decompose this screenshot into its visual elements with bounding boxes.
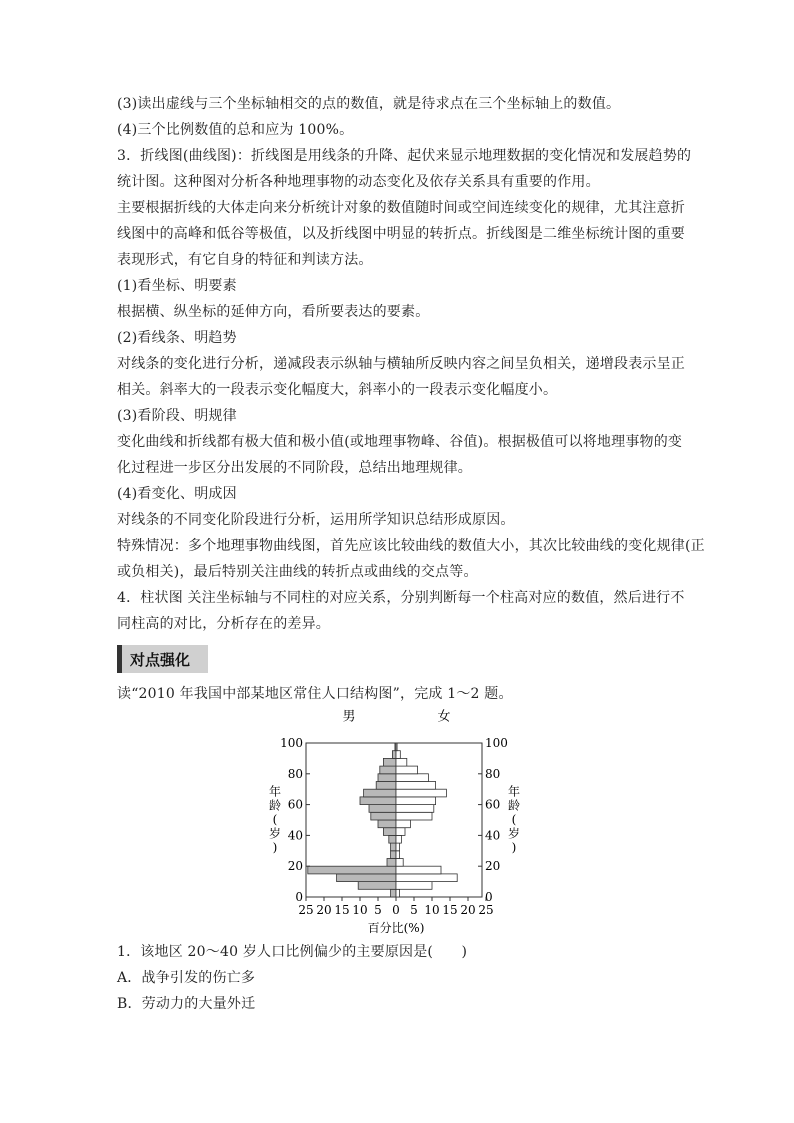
x-tick-label: 5 bbox=[410, 903, 418, 917]
male-bar bbox=[391, 889, 396, 897]
male-bar bbox=[376, 782, 396, 790]
y-tick-label: 100 bbox=[485, 736, 508, 750]
section-header bbox=[117, 645, 685, 679]
x-tick-label: 0 bbox=[392, 903, 400, 917]
paragraph-line: 主要根据折线的大体走向来分析统计对象的数值随时间或空间连续变化的规律，尤其注意折 bbox=[117, 200, 685, 216]
female-bar bbox=[396, 882, 432, 890]
y-axis-label-char: ( bbox=[272, 812, 278, 827]
paragraph-line: 化过程进一步区分出发展的不同阶段，总结出地理规律。 bbox=[117, 460, 472, 476]
male-bars bbox=[308, 743, 396, 897]
x-tick-label: 15 bbox=[442, 903, 458, 917]
paragraph-line: 3．折线图(曲线图)：折线图是用线条的升降、起伏来显示地理数据的变化情况和发展趋势的 bbox=[117, 148, 692, 164]
document-body bbox=[117, 91, 705, 1017]
male-bar bbox=[391, 851, 396, 859]
population-pyramid-chart bbox=[117, 707, 685, 939]
x-tick-label: 5 bbox=[374, 903, 382, 917]
male-bar bbox=[378, 820, 396, 828]
male-bar bbox=[369, 805, 396, 813]
y-tick-label: 60 bbox=[485, 797, 501, 812]
female-bar bbox=[396, 820, 410, 828]
male-bar bbox=[383, 758, 396, 766]
x-tick-label: 10 bbox=[352, 903, 368, 917]
female-bar bbox=[396, 835, 401, 843]
male-bar bbox=[360, 797, 396, 805]
y-axis-label-right bbox=[508, 784, 520, 855]
male-bar bbox=[371, 812, 396, 820]
y-axis-label-char: ) bbox=[272, 840, 278, 855]
male-bar bbox=[391, 843, 396, 851]
x-tick-label: 25 bbox=[298, 903, 314, 917]
badge-accent-bar bbox=[117, 645, 122, 673]
paragraph-line: 根据横、纵坐标的延伸方向，看所要表达的要素。 bbox=[117, 304, 430, 320]
y-tick-label: 80 bbox=[287, 766, 303, 781]
paragraph-line: 4．柱状图 关注坐标轴与不同柱的对应关系，分别判断每一个柱高对应的数值，然后进行不 bbox=[117, 590, 685, 606]
female-bar bbox=[396, 743, 397, 751]
female-label: 女 bbox=[437, 709, 451, 725]
paragraph-line: 线图中的高峰和低谷等极值，以及折线图中明显的转折点。折线图是二维坐标统计图的重要 bbox=[117, 226, 685, 242]
female-bar bbox=[396, 758, 407, 766]
female-bar bbox=[396, 766, 418, 774]
paragraph-line: 同柱高的对比，分析存在的差异。 bbox=[117, 616, 330, 632]
y-tick-label: 20 bbox=[485, 859, 501, 874]
paragraph-line: (3)看阶段、明规律 bbox=[117, 408, 237, 424]
paragraph-line: (4)三个比例数值的总和应为 100%。 bbox=[117, 122, 354, 138]
y-tick-label: 0 bbox=[485, 890, 493, 904]
paragraph-line: 表现形式，有它自身的特征和判读方法。 bbox=[117, 252, 373, 268]
male-bar bbox=[387, 859, 396, 867]
paragraph-line: (2)看线条、明趋势 bbox=[117, 330, 237, 346]
x-tick-label: 10 bbox=[424, 903, 440, 917]
x-tick-label: 20 bbox=[460, 903, 476, 917]
x-tick-label: 20 bbox=[316, 903, 332, 917]
paragraph-line: 相关。斜率大的一段表示变化幅度大，斜率小的一段表示变化幅度小。 bbox=[117, 382, 558, 398]
female-bar bbox=[396, 782, 436, 790]
female-bar bbox=[396, 851, 400, 859]
female-bar bbox=[396, 797, 436, 805]
female-bar bbox=[396, 751, 400, 759]
paragraph-line: 统计图。这种图对分析各种地理事物的动态变化及依存关系具有重要的作用。 bbox=[117, 174, 600, 190]
y-tick-label: 0 bbox=[295, 890, 303, 904]
x-tick-label: 25 bbox=[478, 903, 494, 917]
male-bar bbox=[364, 789, 396, 797]
paragraph-block bbox=[117, 91, 705, 637]
male-bar bbox=[392, 751, 396, 759]
answer-option: B．劳动力的大量外迁 bbox=[117, 996, 256, 1012]
y-tick-label: 80 bbox=[485, 766, 501, 781]
x-tick-label: 15 bbox=[334, 903, 350, 917]
question-intro: 读“2010 年我国中部某地区常住人口结构图”，完成 1～2 题。 bbox=[117, 686, 513, 702]
male-bar bbox=[337, 874, 396, 882]
answer-option: A．战争引发的伤亡多 bbox=[117, 970, 256, 986]
female-bars bbox=[396, 743, 457, 897]
male-label: 男 bbox=[342, 709, 356, 725]
paragraph-line: 特殊情况：多个地理事物曲线图，首先应该比较曲线的数值大小，其次比较曲线的变化规律(正 bbox=[117, 538, 705, 554]
female-bar bbox=[396, 812, 432, 820]
section-badge-label: 对点强化 bbox=[130, 650, 191, 669]
y-tick-label: 100 bbox=[280, 736, 303, 750]
paragraph-line: 对线条的变化进行分析，递减段表示纵轴与横轴所反映内容之间呈负相关，递增段表示呈正 bbox=[117, 356, 685, 372]
x-axis-label: 百分比(%) bbox=[367, 921, 425, 935]
y-axis-label-char: 岁 bbox=[268, 826, 282, 841]
y-axis-label-char: ) bbox=[511, 840, 517, 855]
paragraph-line: (3)读出虚线与三个坐标轴相交的点的数值，就是待求点在三个坐标轴上的数值。 bbox=[117, 96, 621, 112]
y-tick-label: 60 bbox=[287, 797, 303, 812]
question-block bbox=[117, 939, 685, 1017]
section-badge bbox=[117, 645, 208, 673]
male-bar bbox=[378, 774, 396, 782]
y-axis-label-char: 年 bbox=[507, 784, 521, 799]
y-axis-label-char: 龄 bbox=[507, 798, 521, 813]
female-bar bbox=[396, 874, 457, 882]
female-bar bbox=[396, 774, 428, 782]
paragraph-line: (4)看变化、明成因 bbox=[117, 486, 237, 502]
female-bar bbox=[396, 805, 434, 813]
male-bar bbox=[308, 866, 396, 874]
y-axis-label-left bbox=[269, 784, 281, 855]
y-tick-label: 40 bbox=[287, 828, 303, 843]
question-stem: 1．该地区 20～40 岁人口比例偏少的主要原因是( ) bbox=[117, 944, 468, 960]
female-bar bbox=[396, 859, 403, 867]
paragraph-line: 对线条的不同变化阶段进行分析，运用所学知识总结形成原因。 bbox=[117, 512, 515, 528]
female-bar bbox=[396, 789, 446, 797]
female-bar bbox=[396, 828, 405, 836]
y-tick-label: 40 bbox=[485, 828, 501, 843]
female-bar bbox=[396, 843, 400, 851]
y-axis-label-char: 年 bbox=[268, 784, 282, 799]
paragraph-line: (1)看坐标、明要素 bbox=[117, 278, 237, 294]
y-axis-label-char: 龄 bbox=[268, 798, 282, 813]
pyramid-svg bbox=[117, 707, 685, 939]
paragraph-line: 或负相关)，最后特别关注曲线的转折点或曲线的交点等。 bbox=[117, 564, 478, 580]
male-bar bbox=[389, 835, 396, 843]
male-bar bbox=[383, 828, 396, 836]
female-bar bbox=[396, 889, 400, 897]
y-axis-label-char: ( bbox=[511, 812, 517, 827]
y-tick-label: 20 bbox=[287, 859, 303, 874]
x-ticks bbox=[298, 897, 493, 917]
male-bar bbox=[380, 766, 396, 774]
paragraph-line: 变化曲线和折线都有极大值和极小值(或地理事物峰、谷值)。根据极值可以将地理事物的变 bbox=[117, 434, 683, 450]
male-bar bbox=[358, 882, 396, 890]
y-axis-label-char: 岁 bbox=[507, 826, 521, 841]
female-bar bbox=[396, 866, 441, 874]
